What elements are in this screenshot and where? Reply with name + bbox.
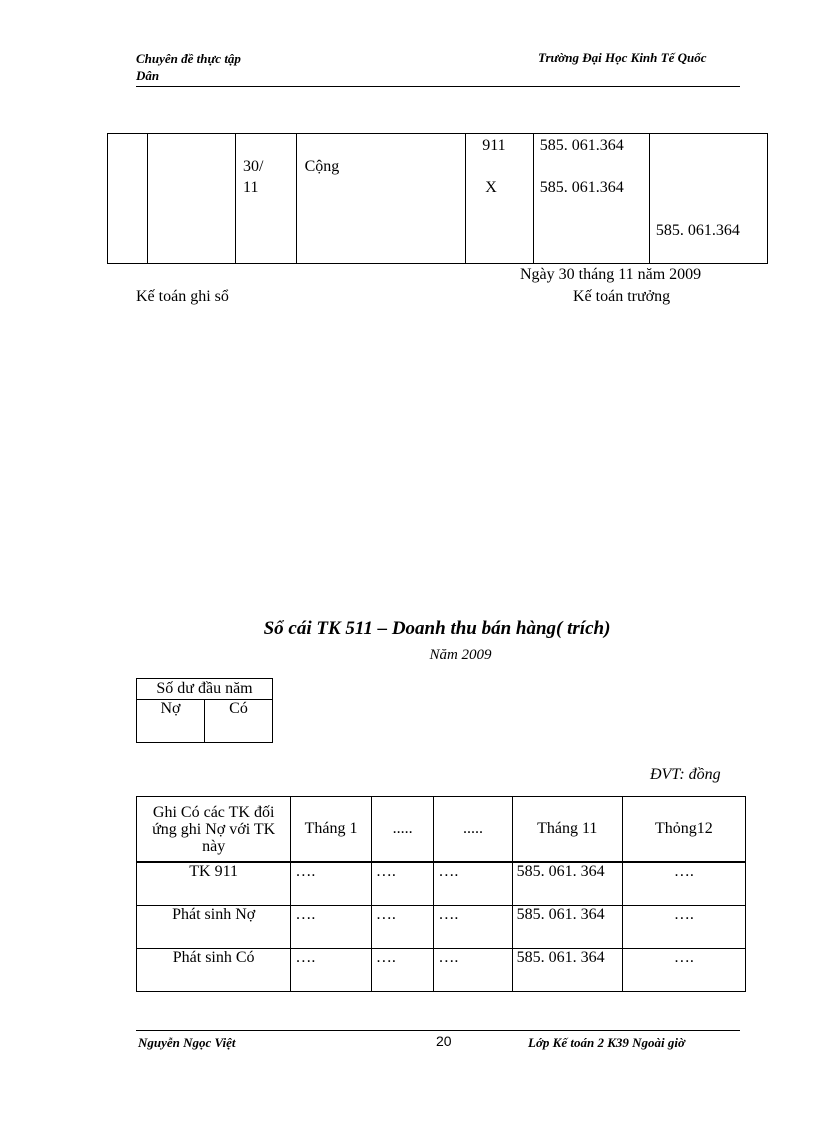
row-cell: ….: [622, 949, 745, 992]
journal-cell-amount: [533, 134, 649, 264]
ledger-header-ellipsis1: .....: [371, 797, 434, 863]
journal-cell-account: [466, 134, 533, 264]
row-cell: ….: [371, 906, 434, 949]
row-cell: ….: [434, 862, 512, 906]
ledger-table: [136, 796, 746, 992]
row-cell: ….: [622, 862, 745, 906]
journal-cell-desc: [296, 134, 466, 264]
unit-label: ĐVT: đồng: [650, 766, 721, 783]
journal-cell-date: [236, 134, 297, 264]
opening-balance-table: [136, 678, 273, 743]
row-cell-amount: 585. 061. 364: [512, 906, 622, 949]
journal-date-line1: 30/: [243, 158, 264, 175]
signature-date: Ngày 30 tháng 11 năm 2009: [520, 266, 702, 283]
signature-right: Kế toán trưởng: [573, 288, 671, 305]
ledger-header-ellipsis2: .....: [434, 797, 512, 863]
ledger-header-month12: Thỏng12: [622, 797, 745, 863]
journal-cell-total: [649, 134, 767, 264]
row-cell: ….: [291, 949, 372, 992]
journal-cell-empty1: [108, 134, 148, 264]
header-left-line2: Dân: [136, 68, 160, 83]
journal-table: [107, 133, 768, 264]
row-cell-amount: 585. 061. 364: [512, 862, 622, 906]
footer-rule: [136, 1030, 740, 1031]
table-row: [137, 906, 746, 949]
opening-balance-heading: Số dư đầu năm: [137, 679, 273, 700]
row-cell: ….: [371, 862, 434, 906]
journal-desc: Cộng: [304, 158, 340, 175]
ledger-header-month11: Tháng 11: [512, 797, 622, 863]
row-cell: ….: [291, 862, 372, 906]
row-cell-amount: 585. 061. 364: [512, 949, 622, 992]
row-cell: ….: [622, 906, 745, 949]
row-cell: ….: [291, 906, 372, 949]
signature-left: Kế toán ghi sổ: [136, 288, 229, 305]
footer-author: Nguyễn Ngọc Việt: [138, 1035, 236, 1050]
row-cell: ….: [371, 949, 434, 992]
ledger-year: Năm 2009: [429, 647, 492, 663]
row-label: Phát sinh Có: [137, 949, 291, 992]
journal-account: 911: [482, 137, 506, 154]
journal-mark: X: [485, 179, 497, 196]
table-row: [137, 862, 746, 906]
footer-page-number: 20: [436, 1033, 452, 1049]
header-left: [136, 50, 241, 84]
ledger-header-row: [137, 797, 746, 863]
journal-amount2: 585. 061.364: [539, 179, 624, 196]
header-rule: [136, 86, 740, 87]
ledger-header-accounts: Ghi Có các TK đối ứng ghi Nợ với TK này: [137, 797, 291, 863]
ledger-header-month1: Tháng 1: [291, 797, 372, 863]
journal-amount3: 585. 061.364: [655, 222, 740, 239]
journal-amount1: 585. 061.364: [539, 137, 624, 154]
journal-cell-empty2: [147, 134, 235, 264]
row-cell: ….: [434, 949, 512, 992]
opening-balance-credit: Có: [205, 700, 273, 743]
row-label: Phát sinh Nợ: [137, 906, 291, 949]
header-right: Trường Đại Học Kinh Tế Quốc: [538, 50, 707, 65]
row-label: TK 911: [137, 862, 291, 906]
row-cell: ….: [434, 906, 512, 949]
table-row: [137, 949, 746, 992]
journal-date-line2: 11: [243, 179, 259, 196]
header-left-line1: Chuyên đề thực tập: [136, 51, 241, 66]
footer-class: Lớp Kế toán 2 K39 Ngoài giờ: [528, 1035, 685, 1050]
ledger-title: Sổ cái TK 511 – Doanh thu bán hàng( trích): [263, 618, 611, 639]
opening-balance-debit: Nợ: [137, 700, 205, 743]
